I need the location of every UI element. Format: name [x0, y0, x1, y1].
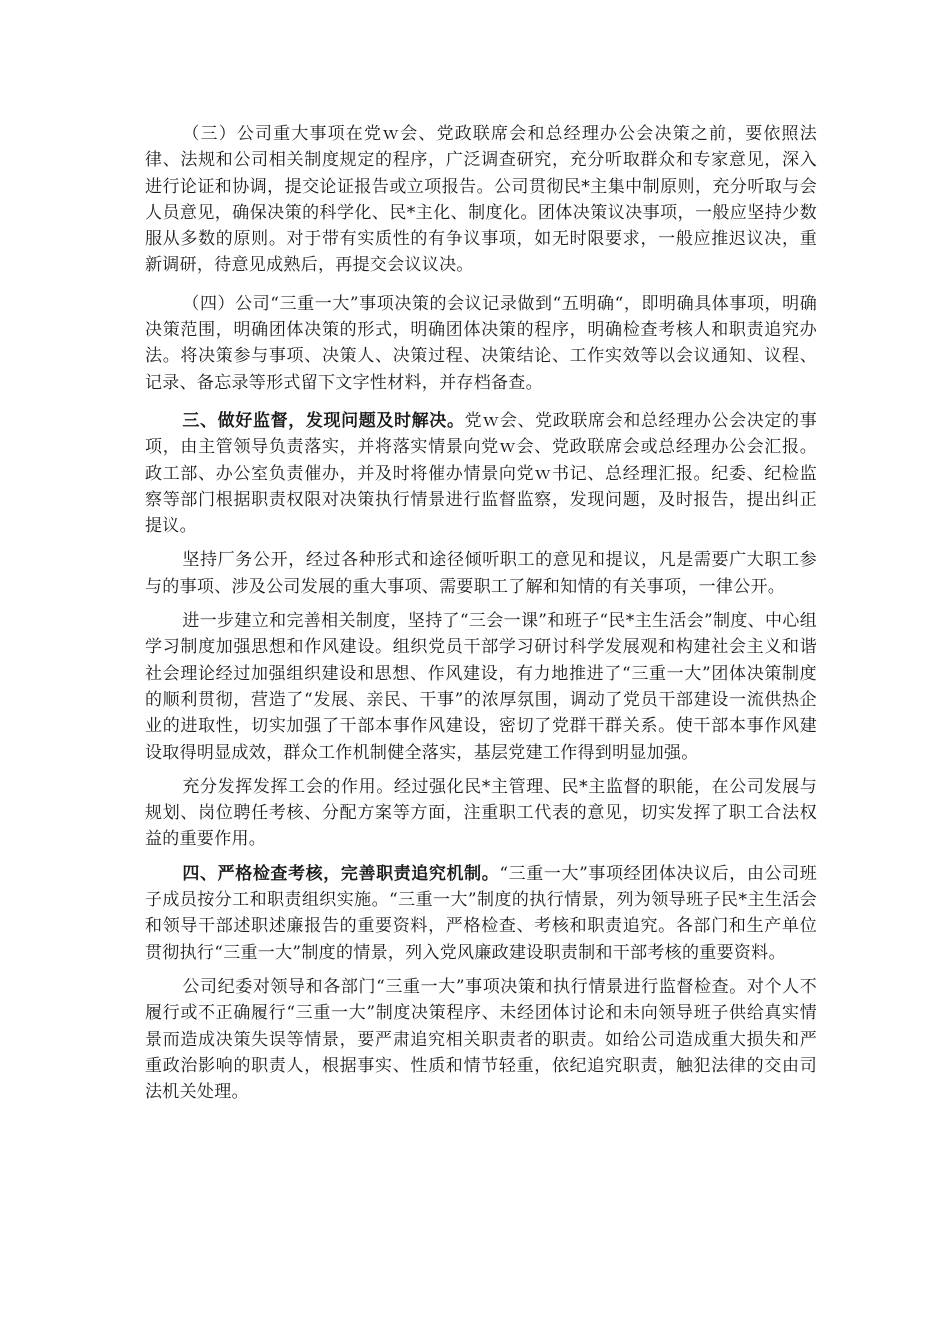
document-page [145, 121, 817, 1105]
paragraph-discipline-commission [145, 974, 817, 1105]
paragraph-factory-affairs-public [145, 547, 817, 600]
paragraph-trade-union [145, 774, 817, 853]
paragraph-text: “三重一大”事项经团体决议后，由公司班子成员按分工和职责组织实施。“三重一大”制度的执行情景，列为领导班子民*主生活会和领导干部述职述廉报告的重要资料，严格检查、考核和职责追究。各部门和生产单位贯彻执行“三重一大”制度的情景，列入党风廉政建设职责制和干部考核的重要资料。 [145, 863, 817, 963]
section-heading-supervision: 三、做好监督，发现问题及时解决。 [182, 410, 465, 431]
paragraph-section-4-meeting-records [145, 291, 817, 396]
paragraph-section-3-decision-procedure [145, 121, 817, 279]
paragraph-text: 党ｗ会、党政联席会和总经理办公会决定的事项，由主管领导负责落实，并将落实情景向党ｗ会、党政联席会或总经理办公会汇报。政工部、办公室负责催办，并及时将催办情景向党ｗ书记、总经理汇报。纪委、纪检监察等部门根据职责权限对决策执行情景进行监督监察，发现问题，及时报告，提出纠正提议。 [145, 410, 817, 537]
paragraph-text: （四）公司“三重一大”事项决策的会议记录做到“五明确“，即明确具体事项，明确决策范围，明确团体决策的形式，明确团体决策的程序，明确检查考核人和职责追究办法。将决策参与事项、决策人、决策过程、决策结论、工作实效等以会议通知、议程、记录、备忘录等形式留下文字性材料，并存档备查。 [145, 293, 817, 393]
paragraph-improve-systems [145, 608, 817, 766]
paragraph-supervision [145, 408, 817, 539]
paragraph-text: 坚持厂务公开，经过各种形式和途径倾听职工的意见和提议，凡是需要广大职工参与的事项、涉及公司发展的重大事项、需要职工了解和知情的有关事项，一律公开。 [145, 550, 817, 597]
paragraph-text: 进一步建立和完善相关制度，坚持了“三会一课”和班子“民*主生活会”制度、中心组学习制度加强思想和作风建设。组织党员干部学习研讨科学发展观和构建社会主义和谐社会理论经过加强组织建设和思想、作风建设，有力地推进了“三重一大”团体决策制度的顺利贯彻，营造了“发展、亲民、干事”的浓厚氛围，调动了党员干部建设一流供热企业的进取性，切实加强了干部本事作风建设，密切了党群干群关系。使干部本事作风建设取得明显成效，群众工作机制健全落实，基层党建工作得到明显加强。 [145, 611, 817, 763]
paragraph-text: 充分发挥发挥工会的作用。经过强化民*主管理、民*主监督的职能，在公司发展与规划、岗位聘任考核、分配方案等方面，注重职工代表的意见，切实发挥了职工合法权益的重要作用。 [145, 776, 817, 850]
section-heading-inspection: 四、严格检查考核，完善职责追究机制。 [182, 863, 500, 884]
paragraph-text: 公司纪委对领导和各部门“三重一大”事项决策和执行情景进行监督检查。对个人不履行或不正确履行“三重一大”制度决策程序、未经团体讨论和未向领导班子供给真实情景而造成决策失误等情景，要严肃追究相关职责者的职责。如给公司造成重大损失和严重政治影响的职责人，根据事实、性质和情节轻重，依纪追究职责，触犯法律的交由司法机关处理。 [145, 976, 817, 1103]
paragraph-inspection-accountability [145, 861, 817, 966]
paragraph-text: （三）公司重大事项在党ｗ会、党政联席会和总经理办公会决策之前，要依照法律、法规和公司相关制度规定的程序，广泛调查研究，充分听取群众和专家意见，深入进行论证和协调，提交论证报告或立项报告。公司贯彻民*主集中制原则，充分听取与会人员意见，确保决策的科学化、民*主化、制度化。团体决策议决事项，一般应坚持少数服从多数的原则。对于带有实质性的有争议事项，如无时限要求，一般应推迟议决，重新调研，待意见成熟后，再提交会议议决。 [145, 124, 817, 276]
